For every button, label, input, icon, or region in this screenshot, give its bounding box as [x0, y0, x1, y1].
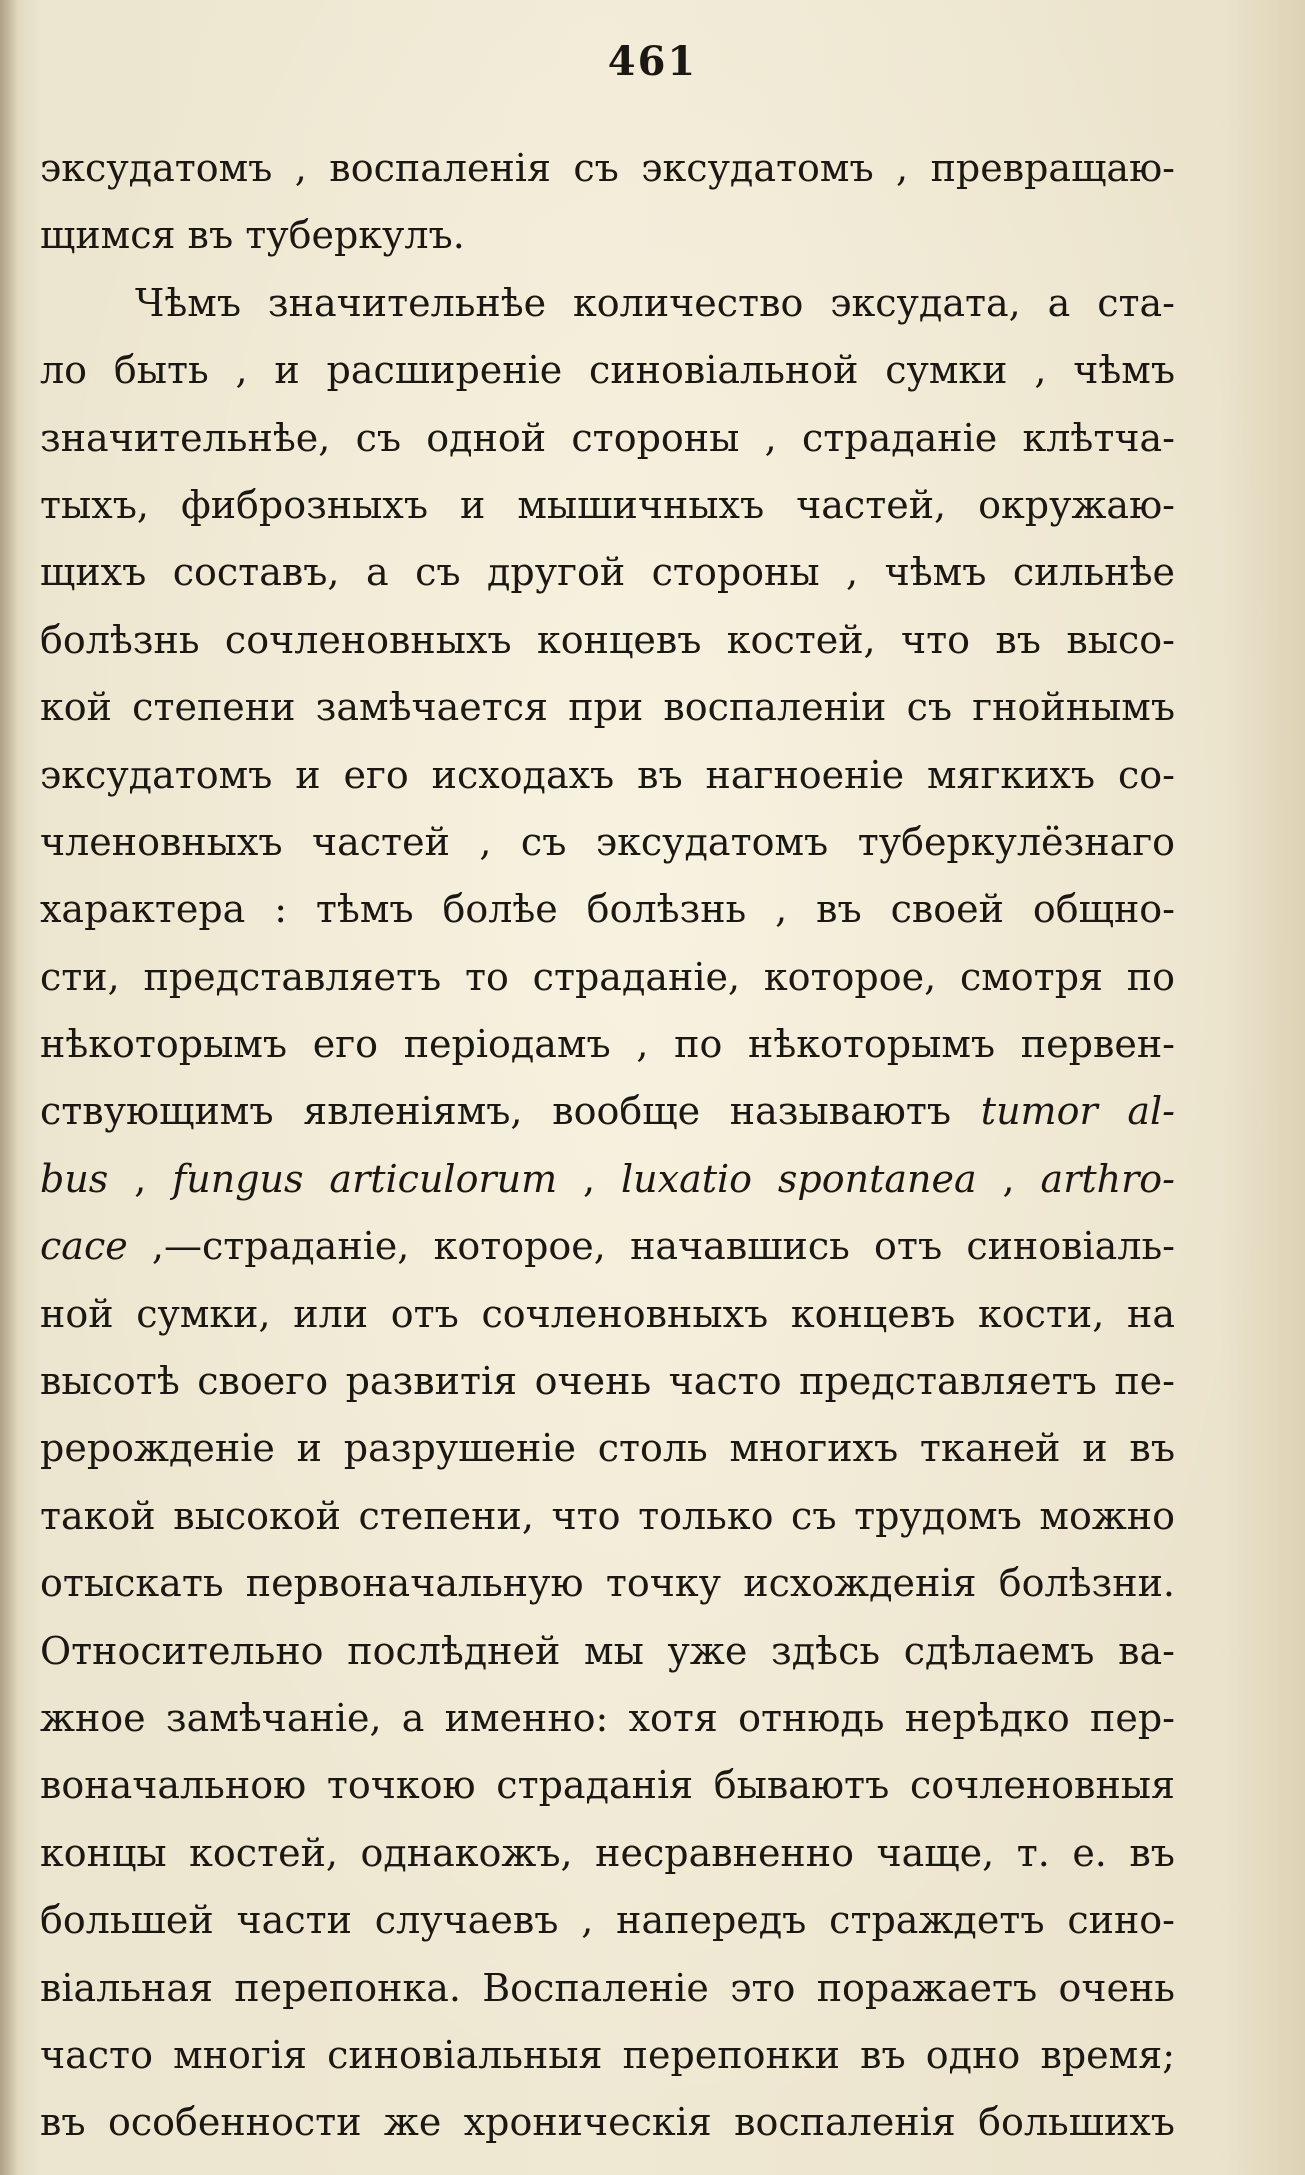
text-line: Относительно послѣдней мы уже здѣсь сдѣлаемъ ва-	[40, 1628, 1175, 1673]
text-line: эксудатомъ и его исходахъ въ нагноеніе мягкихъ со-	[40, 752, 1175, 797]
text-line: жное замѣчаніе, а именно: хотя отнюдь нерѣдко пер-	[40, 1695, 1175, 1740]
latin-term: arthro-	[1040, 1156, 1175, 1201]
text-line: члeновныхъ частей , съ эксудатомъ туберкулёзнаго	[40, 819, 1175, 864]
binding-shadow	[0, 0, 18, 2175]
text-line: концы костей, однакожъ, несравненно чаще, т. е. въ	[40, 1830, 1175, 1875]
text-line: значительнѣе, съ одной стороны , страданіе клѣтча-	[40, 415, 1175, 460]
text-fragment: ,—страданіе, которое, начавшись отъ синовіаль-	[127, 1224, 1175, 1269]
latin-term: tumor al-	[980, 1089, 1175, 1134]
text-line: тыхъ, фиброзныхъ и мышичныхъ частей, окружаю-	[40, 482, 1175, 527]
text-line: часто многія синовіальныя перепонки въ одно время;	[40, 2032, 1175, 2077]
text-fragment: ,	[557, 1156, 622, 1201]
text-line-with-latin	[40, 1146, 1175, 1213]
text-line: болѣзнь сочленовныхъ концевъ костей, что въ высо-	[40, 617, 1175, 662]
text-line: большей части случаевъ , напередъ страждетъ сино-	[40, 1898, 1175, 1943]
text-line-with-latin	[40, 1078, 1175, 1145]
text-line: щихъ составъ, а съ другой стороны , чѣмъ сильнѣе	[40, 550, 1175, 595]
text-line: Чѣмъ значительнѣе количество эксудата, а ста-	[135, 280, 1175, 325]
text-fragment: ,	[108, 1156, 173, 1201]
text-line: отыскать первоначальную точку исхожденія болѣзни.	[40, 1561, 1175, 1606]
latin-term: fungus articulorum	[172, 1156, 558, 1201]
body-text	[40, 135, 1175, 2157]
text-line: характера : тѣмъ болѣе болѣзнь , въ своей общно-	[40, 887, 1175, 932]
text-line: въ особенности же хроническія воспаленія большихъ	[40, 2100, 1175, 2145]
text-line: рерожденіе и разрушеніе столь многихъ тканей и въ	[40, 1426, 1175, 1471]
text-line: нѣкоторымъ его періодамъ , по нѣкоторымъ первен-	[40, 1022, 1175, 1067]
text-fragment: ,	[976, 1156, 1041, 1201]
text-line: кой степени замѣчается при воспаленіи съ гнойнымъ	[40, 685, 1175, 730]
text-line: сти, представляетъ то страданіе, которое, смотря по	[40, 954, 1175, 999]
latin-term: cace	[40, 1224, 128, 1269]
text-line: эксудатомъ , воспаленія съ эксудатомъ , превращаю-	[40, 146, 1175, 190]
text-line-with-latin	[40, 1213, 1175, 1280]
text-fragment: ствующимъ явленіямъ, вообще называютъ	[40, 1089, 981, 1134]
page-number: 461	[607, 38, 698, 85]
latin-term: bus	[40, 1156, 109, 1201]
text-line: ло быть , и расширеніе синовіальной сумки , чѣмъ	[40, 348, 1175, 393]
latin-term: luxatio spontanea	[621, 1156, 977, 1201]
text-line: такой высокой степени, что только съ трудомъ можно	[40, 1493, 1175, 1538]
text-line: воначальною точкою страданія бываютъ сочленовныя	[40, 1763, 1175, 1808]
text-line: щимся въ туберкулъ.	[40, 213, 465, 258]
text-line: віальная перепонка. Воспаленіе это поражаетъ очень	[40, 1965, 1175, 2010]
text-line: высотѣ своего развитія очень часто представляетъ пе-	[40, 1359, 1175, 1404]
text-line: ной сумки, или отъ сочленовныхъ концевъ кости, на	[40, 1291, 1175, 1336]
